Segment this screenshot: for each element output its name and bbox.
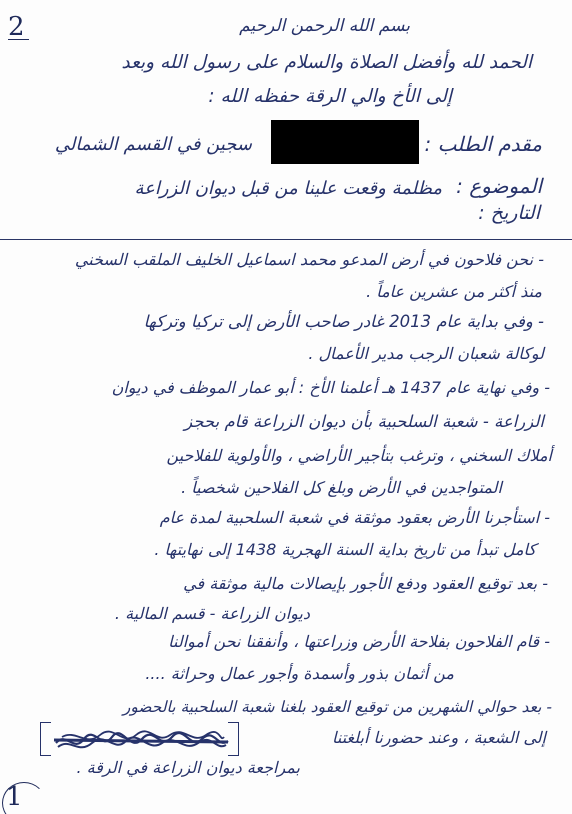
body-line-7: أملاك السخني ، وترغب بتأجير الأراضي ، والأولوية للفلاحين bbox=[166, 446, 552, 465]
body-line-6: الزراعة - شعبة السلحبية بأن ديوان الزراعة قام بحجز bbox=[184, 412, 544, 431]
body-line-5: - وفي نهاية عام 1437 هـ أعلمنا الأخ : أبو عمار الموظف في ديوان bbox=[111, 378, 550, 397]
body-line-11: - بعد توقيع العقود ودفع الأجور بإيصالات مالية موثقة في bbox=[183, 574, 548, 593]
applicant-value: سجين في القسم الشمالي bbox=[54, 134, 252, 155]
body-line-13: - قام الفلاحون بفلاحة الأرض وزراعتها ، وأنفقنا نحن أموالنا bbox=[168, 632, 550, 651]
body-line-12: ديوان الزراعة - قسم المالية . bbox=[114, 604, 310, 623]
body-line-4: لوكالة شعبان الرجب مدير الأعمال . bbox=[308, 344, 544, 363]
scribbled-out-text bbox=[52, 727, 232, 755]
subject-label: الموضوع : bbox=[456, 174, 542, 198]
body-line-15: - بعد حوالي الشهرين من توقيع العقود بلغنا شعبة السلحبية بالحضور bbox=[122, 698, 552, 716]
greeting-line: الحمد لله وأفضل الصلاة والسلام على رسول الله وبعد bbox=[121, 52, 532, 73]
bracket-right bbox=[228, 722, 239, 756]
basmala: بسم الله الرحمن الرحيم bbox=[239, 16, 410, 36]
body-line-8: المتواجدين في الأرض وبلغ كل الفلاحين شخصياً . bbox=[181, 478, 502, 497]
body-line-9: - استأجرنا الأرض بعقود موثقة في شعبة السلحبية لمدة عام bbox=[159, 508, 550, 527]
bracket-left bbox=[40, 722, 51, 756]
page-number-bottom: 1 bbox=[6, 782, 23, 812]
subject-value: مظلمة وقعت علينا من قبل ديوان الزراعة bbox=[134, 178, 442, 199]
date-label: التاريخ : bbox=[478, 202, 540, 224]
header-divider-line bbox=[0, 239, 572, 240]
body-line-2: منذ أكثر من عشرين عاماً . bbox=[366, 282, 542, 301]
body-line-14: من أثمان بذور وأسمدة وأجور عمال وحراثة .... bbox=[145, 664, 454, 683]
body-line-10: كامل تبدأ من تاريخ بداية السنة الهجرية 1438 إلى نهايتها . bbox=[154, 540, 536, 559]
addressee-line: إلى الأخ والي الرقة حفظه الله : bbox=[208, 86, 452, 107]
applicant-label: مقدم الطلب : bbox=[424, 132, 542, 156]
redacted-name-box bbox=[271, 120, 419, 164]
body-line-1: - نحن فلاحون في أرض المدعو محمد اسماعيل الخليف الملقب السخني bbox=[74, 250, 544, 269]
body-line-17: بمراجعة ديوان الزراعة في الرقة . bbox=[76, 758, 300, 777]
body-line-16: إلى الشعبة ، وعند حضورنا أبلغتنا bbox=[332, 728, 546, 747]
body-line-3: - وفي بداية عام 2013 غادر صاحب الأرض إلى تركيا وتركها bbox=[143, 312, 544, 331]
page-number-top: 2 bbox=[8, 12, 25, 42]
